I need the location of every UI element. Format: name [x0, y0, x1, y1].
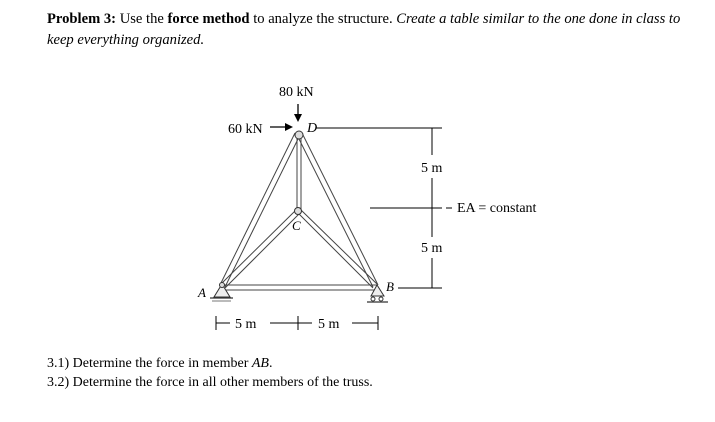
ea-constant-label: EA = constant [457, 201, 537, 216]
dim-lower-label: 5 m [421, 241, 443, 256]
question-2: 3.2) Determine the force in all other members of the truss. [47, 375, 373, 390]
load-vertical-label: 80 kN [279, 85, 314, 100]
joint-c [295, 208, 302, 215]
dim-right-label: 5 m [318, 317, 340, 332]
problem-label: Problem 3: [47, 11, 117, 27]
problem-intro: Use the [119, 11, 164, 27]
questions-list [47, 354, 373, 392]
joint-d [295, 131, 303, 139]
dim-left-label: 5 m [235, 317, 257, 332]
member-ac [221, 210, 296, 284]
load-horizontal-label: 60 kN [228, 122, 263, 137]
node-c-label: C [292, 218, 301, 233]
support-b [367, 285, 388, 302]
problem-method: force method [167, 11, 250, 27]
node-d-label: D [307, 121, 318, 136]
node-b-label: B [386, 279, 394, 294]
member-bd [302, 133, 378, 285]
problem-note: Create a table similar to the one done in class to keep everything organized. [47, 11, 681, 48]
problem-rest: to analyze the structure. [253, 11, 393, 27]
node-a-label: A [198, 285, 206, 300]
question-1: 3.1) Determine the force in member AB. [47, 356, 273, 371]
member-bc [301, 210, 377, 284]
dim-upper-label: 5 m [421, 161, 443, 176]
member-ad [220, 133, 295, 285]
